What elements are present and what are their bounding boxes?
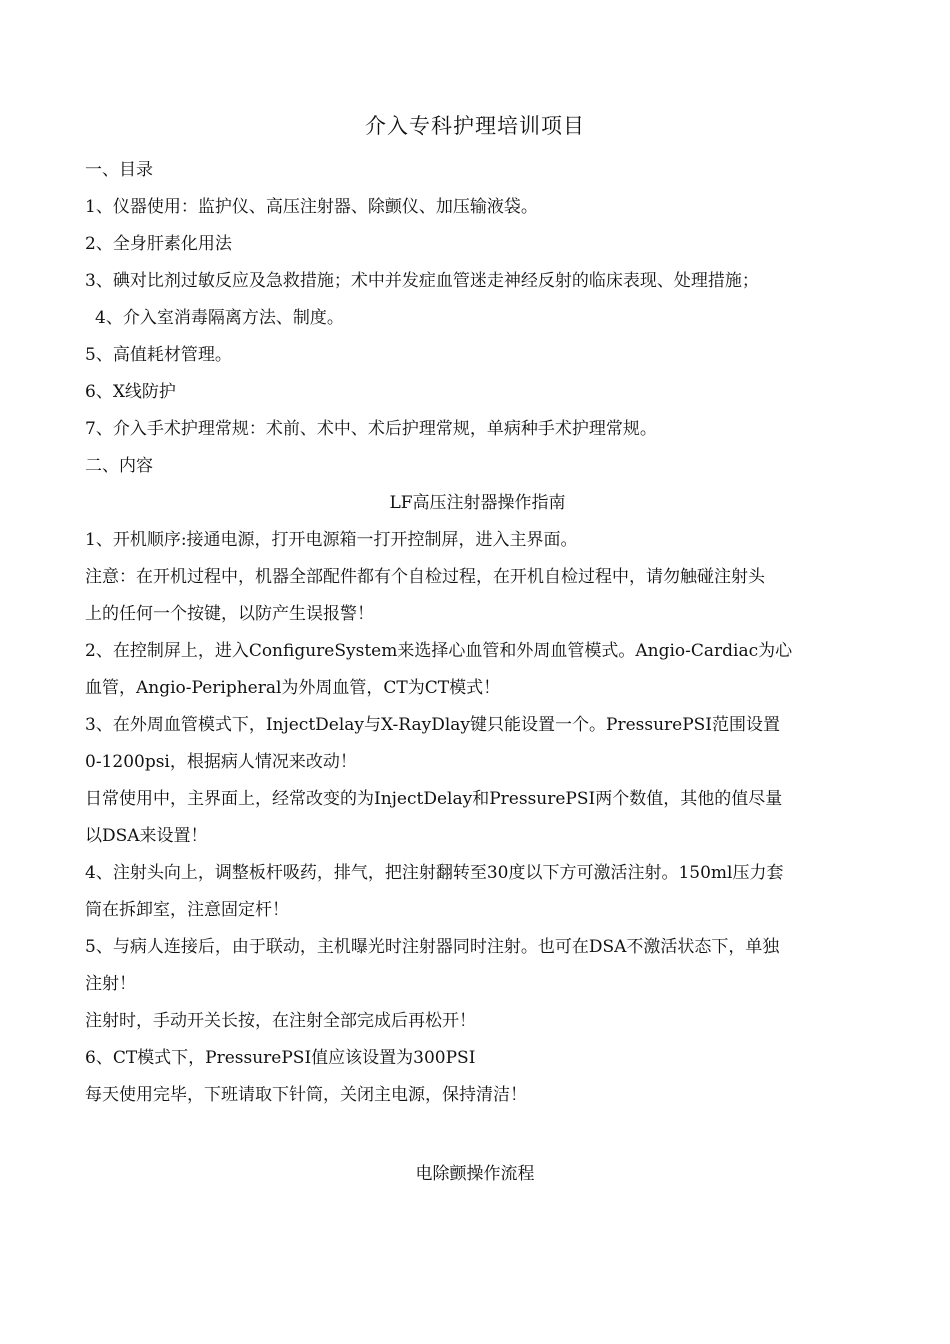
- guide-closing-note: 每天使用完毕，下班请取下针筒，关闭主电源，保持清洁！: [85, 1085, 527, 1105]
- toc-item-4: 4、介入室消毒隔离方法、制度。: [95, 308, 344, 328]
- toc-item-2: 2、全身肝素化用法: [85, 234, 232, 254]
- toc-item-7: 7、介入手术护理常规：术前、术中、术后护理常规，单病种手术护理常规。: [85, 419, 657, 439]
- toc-item-3: 3、碘对比剂过敏反应及急救措施；术中并发症血管迷走神经反射的临床表现、处理措施；: [85, 271, 759, 291]
- toc-heading: 一、目录: [85, 160, 153, 180]
- content-heading: 二、内容: [85, 456, 153, 476]
- guide-step-3: 3、在外周血管模式下，InjectDelay与X-RayDlay键只能设置一个。PressurePSI范围设置: [85, 715, 781, 735]
- guide-step-4-cont: 筒在拆卸室，注意固定杆！: [85, 900, 289, 920]
- guide-step-4: 4、注射头向上，调整板杆吸药，排气，把注射翻转至30度以下方可激活注射。150ml压力套: [85, 863, 784, 883]
- injector-guide-title: LF高压注射器操作指南: [389, 493, 566, 513]
- toc-item-5: 5、高值耗材管理。: [85, 345, 232, 365]
- guide-step-5: 5、与病人连接后，由于联动，主机曝光时注射器同时注射。也可在DSA不激活状态下，单独: [85, 937, 780, 957]
- document-body: [85, 152, 870, 1114]
- guide-step-2: 2、在控制屏上，进入ConfigureSystem来选择心血管和外周血管模式。Angio-Cardiac为心: [85, 641, 793, 661]
- toc-item-1: 1、仪器使用：监护仪、高压注射器、除颤仪、加压输液袋。: [85, 197, 538, 217]
- guide-step-2-cont: 血管，Angio-Peripheral为外周血管，CT为CT模式！: [85, 678, 501, 698]
- guide-daily-use: 日常使用中，主界面上，经常改变的为InjectDelay和PressurePSI两个数值，其他的值尽量: [85, 789, 783, 809]
- guide-daily-use-cont: 以DSA来设置！: [85, 826, 208, 846]
- guide-step-3-cont: 0-1200psi，根据病人情况来改动！: [85, 752, 357, 772]
- toc-item-6: 6、X线防护: [85, 382, 176, 402]
- guide-note-1-cont: 上的任何一个按键，以防产生误报警！: [85, 604, 374, 624]
- guide-step-6: 6、CT模式下，PressurePSI值应该设置为300PSI: [85, 1048, 476, 1068]
- document-title: 介入专科护理培训项目: [365, 114, 585, 138]
- defibrillation-section-title: 电除颤操作流程: [415, 1164, 535, 1184]
- guide-note-1: 注意：在开机过程中，机器全部配件都有个自检过程，在开机自检过程中，请勿触碰注射头: [85, 567, 765, 587]
- guide-step-5-cont: 注射！: [85, 974, 136, 994]
- guide-inject-note: 注射时，手动开关长按，在注射全部完成后再松开！: [85, 1011, 476, 1031]
- guide-step-1: 1、开机顺序:接通电源，打开电源箱一打开控制屏，进入主界面。: [85, 530, 578, 550]
